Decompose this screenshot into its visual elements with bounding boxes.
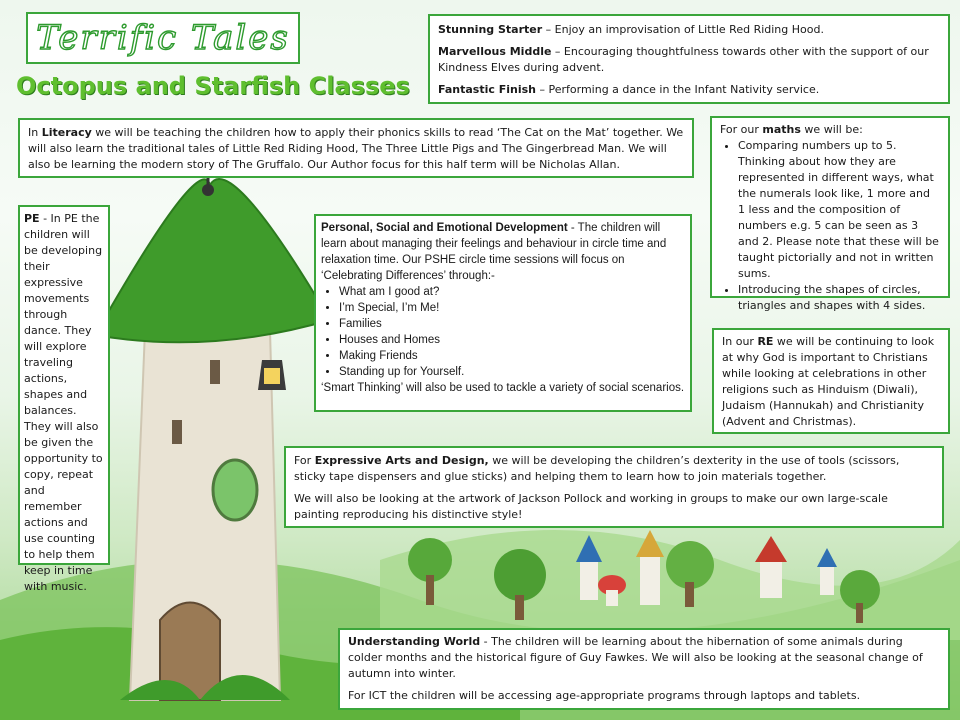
re-box (712, 328, 950, 434)
list-item: • Houses and Homes (339, 332, 685, 348)
maths-suffix: we will be: (800, 123, 863, 136)
pe-label: PE (24, 212, 40, 225)
maths-prefix: For our (720, 123, 763, 136)
page-subtitle: Octopus and Starfish Classes (16, 72, 410, 100)
starter-box (428, 14, 950, 104)
psed-box (314, 214, 692, 412)
literacy-box (18, 118, 694, 178)
ead-para2: We will also be looking at the artwork of Jackson Pollock and working in groups to make our own large-scale painting reproducing his distinctive style! (294, 492, 888, 521)
list-item: • Making Friends (339, 348, 685, 364)
middle-text: – Encouraging thoughtfulness towards other with the support of our Kindness Elves during advent. (438, 45, 929, 74)
list-item: • What am I good at? (339, 284, 685, 300)
psed-list (321, 284, 685, 380)
re-prefix: In our (722, 335, 758, 348)
psed-label: Personal, Social and Emotional Development (321, 222, 568, 234)
re-label: RE (757, 335, 774, 348)
list-item: • Standing up for Yourself. (339, 364, 685, 380)
re-text: we will be continuing to look at why God is important to Christians while looking at celebrations in other religions such as Hinduism (Diwali), Judaism (Hannukah) and Christianity (Advent and Christmas). (722, 335, 935, 428)
page-title: Terrific Tales (36, 18, 290, 58)
starter-text: – Enjoy an improvisation of Little Red Riding Hood. (542, 23, 824, 36)
starter-label: Stunning Starter (438, 23, 543, 36)
finish-text: – Performing a dance in the Infant Nativity service. (536, 83, 820, 96)
maths-label: maths (762, 123, 801, 136)
list-item: • I’m Special, I’m Me! (339, 300, 685, 316)
list-item: • Introducing the shapes of circles, triangles and shapes with 4 sides. (738, 282, 940, 314)
pe-box (18, 205, 110, 593)
maths-box (710, 116, 950, 312)
ead-label: Expressive Arts and Design, (314, 454, 489, 467)
ead-box (284, 446, 944, 528)
title-box (26, 12, 300, 64)
list-item: • Families (339, 316, 685, 332)
uw-para2: For ICT the children will be accessing age-appropriate programs through laptops and tablets. (348, 689, 861, 702)
ead-text: we will be developing the children’s dexterity in the use of tools (scissors, sticky tape dispensers and glue sticks) and helping them to learn how to join materials together. (294, 454, 900, 483)
psed-text: - The children will learn about managing their feelings and behaviour in circle time and relaxation time. Our PSHE circle time sessions will focus on ‘Celebrating Differences’ through:- (321, 222, 667, 282)
ead-prefix: For (294, 454, 315, 467)
maths-list (720, 138, 940, 314)
pe-text: - In PE the children will be developing their expressive movements through dance. They will explore traveling actions, shapes and balances. They will also be given the opportunity to copy, repeat and remember actions and use counting to help them keep in time with music. (24, 212, 103, 593)
literacy-label: Literacy (41, 126, 92, 139)
literacy-prefix: In (28, 126, 42, 139)
finish-label: Fantastic Finish (438, 83, 536, 96)
uw-label: Understanding World (348, 635, 481, 648)
uw-text: - The children will be learning about the hibernation of some animals during colder months and the historical figure of Guy Fawkes. We will also be looking at the seasonal change of autumn into winter. (348, 635, 923, 680)
list-item: • Comparing numbers up to 5. Thinking about how they are represented in different ways, what the numerals look like, 1 more and 1 less and the composition of numbers e.g. 5 can be seen as 3 and 2. Please note that these will be taught pictorially and not in written sums. (738, 138, 940, 282)
psed-footer: ‘Smart Thinking’ will also be used to tackle a variety of social scenarios. (321, 382, 685, 394)
uw-box (338, 628, 950, 710)
middle-label: Marvellous Middle (438, 45, 552, 58)
literacy-text: we will be teaching the children how to apply their phonics skills to read ‘The Cat on the Mat’ together. We will also learn the traditional tales of Little Red Riding Hood, The Three Little Pigs and The Gingerbread Man. We will also be learning the modern story of The Gruffalo. Our Author focus for this half term will be Nicholas Allan. (28, 126, 684, 171)
